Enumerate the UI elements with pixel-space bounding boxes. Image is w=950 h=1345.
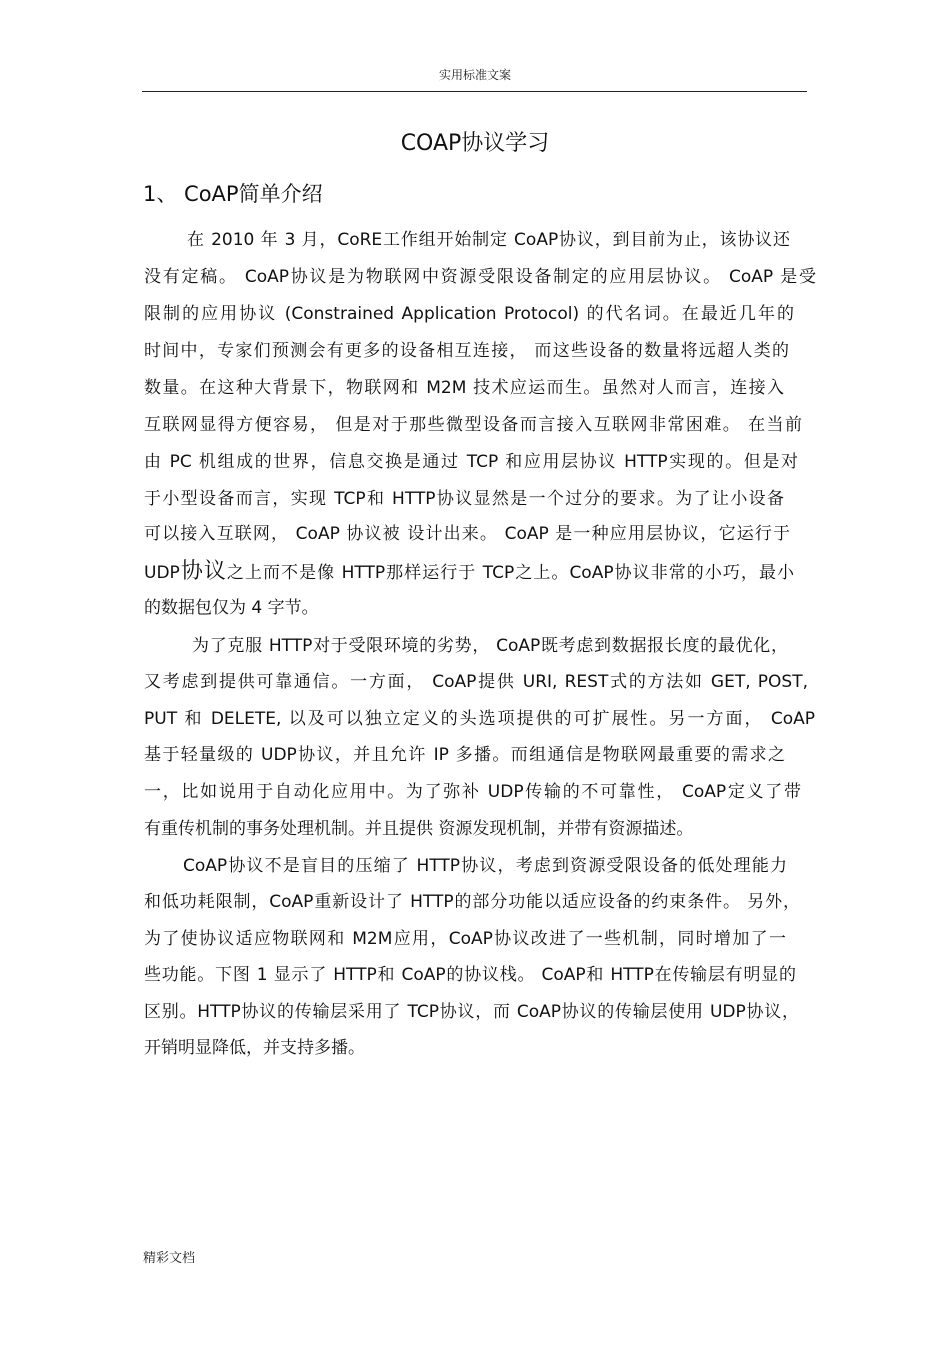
paragraph-line-mixed	[144, 560, 794, 584]
paragraph-line: 在 2010 年 3 月，CoRE工作组开始制定 CoAP协议，到目前为止，该协议还	[187, 230, 790, 250]
paragraph-line: 可以接入互联网， CoAP 协议被 设计出来。 CoAP 是一种应用层协议，它运行于	[144, 524, 790, 544]
page-header: 实用标准文案	[438, 68, 511, 82]
paragraph-line: CoAP协议不是盲目的压缩了 HTTP协议，考虑到资源受限设备的低处理能力	[183, 856, 787, 876]
text-segment-large: 协议	[179, 559, 227, 584]
paragraph-line: 由 PC 机组成的世界，信息交换是通过 TCP 和应用层协议 HTTP实现的。但是对	[144, 452, 798, 472]
paragraph-line: 基于轻量级的 UDP协议，并且允许 IP 多播。而组通信是物联网最重要的需求之	[144, 745, 785, 765]
paragraph-line: PUT 和 DELETE, 以及可以独立定义的头选项提供的可扩展性。另一方面， CoAP	[144, 709, 815, 729]
paragraph-line: 互联网显得方便容易， 但是对于那些微型设备而言接入互联网非常困难。 在当前	[144, 415, 802, 435]
paragraph-line: 些功能。下图 1 显示了 HTTP和 CoAP的协议栈。 CoAP和 HTTP在传输层有明显的	[144, 965, 796, 985]
paragraph-line: 为了使协议适应物联网和 M2M应用，CoAP协议改进了一些机制，同时增加了一	[144, 929, 786, 949]
paragraph-line: 的数据包仅为 4 字节。	[144, 598, 319, 618]
paragraph-line: 没有定稿。 CoAP协议是为物联网中资源受限设备制定的应用层协议。 CoAP 是受	[144, 267, 816, 287]
paragraph-line: 限制的应用协议 (Constrained Application Protocol) 的代名词。在最近几年的	[144, 304, 794, 324]
text-segment: 之上而不是像 HTTP那样运行于 TCP之上。CoAP协议非常的小巧，最小	[226, 563, 794, 583]
section-heading: 1、 CoAP简单介绍	[143, 182, 323, 206]
paragraph-line: 又考虑到提供可靠通信。一方面， CoAP提供 URI, REST式的方法如 GET, POST,	[144, 672, 808, 692]
paragraph-line: 开销明显降低，并支持多播。	[144, 1038, 365, 1058]
text-segment: UDP	[144, 563, 180, 583]
paragraph-line: 有重传机制的事务处理机制。并且提供 资源发现机制，并带有资源描述。	[144, 819, 694, 839]
paragraph-line: 时间中，专家们预测会有更多的设备相互连接， 而这些设备的数量将远超人类的	[144, 341, 789, 361]
paragraph-line: 区别。HTTP协议的传输层采用了 TCP协议，而 CoAP协议的传输层使用 UDP协议，	[144, 1002, 799, 1022]
paragraph-line: 数量。在这种大背景下，物联网和 M2M 技术应运而生。虽然对人而言，连接入	[144, 378, 784, 398]
paragraph-line: 为了克服 HTTP对于受限环境的劣势， CoAP既考虑到数据报长度的最优化，	[192, 636, 788, 656]
paragraph-line: 一，比如说用于自动化应用中。为了弥补 UDP传输的不可靠性， CoAP定义了带	[144, 782, 801, 802]
paragraph-line: 于小型设备而言，实现 TCP和 HTTP协议显然是一个过分的要求。为了让小设备	[144, 489, 784, 509]
document-title: COAP协议学习	[400, 131, 550, 156]
paragraph-line: 和低功耗限制，CoAP重新设计了 HTTP的部分功能以适应设备的约束条件。 另外，	[144, 892, 800, 912]
header-divider	[142, 91, 807, 92]
page-footer: 精彩文档	[143, 1251, 196, 1266]
